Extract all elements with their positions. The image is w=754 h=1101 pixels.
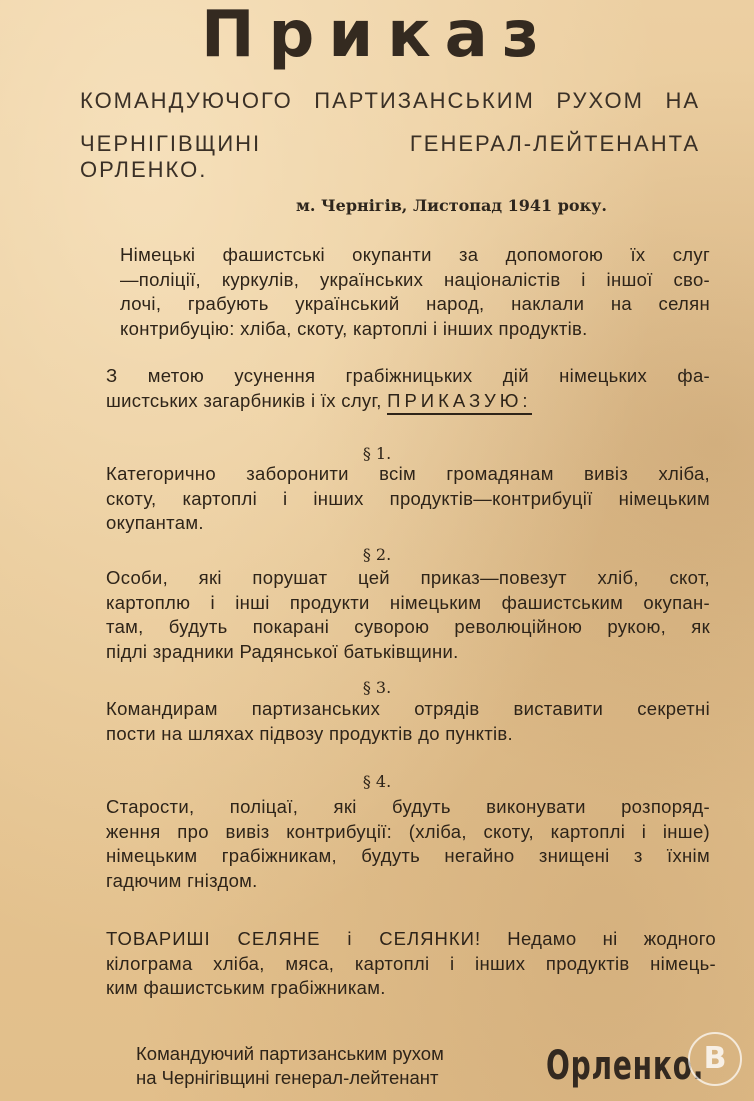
section-label-1: § 1. [362, 444, 392, 463]
appeal-line: ким фашистським грабіжникам. [106, 977, 386, 998]
section-line: скоту, картоплі і інших продуктів—контрибуції німецьким [106, 487, 710, 509]
intro-paragraph [120, 243, 710, 341]
subtitle-line-2: ЧЕРНІГІВЩИНІ ГЕНЕРАЛ-ЛЕЙТЕНАНТА ОРЛЕНКО. [80, 131, 700, 182]
section-label-3: § 3. [362, 678, 392, 697]
subtitle-line-1: КОМАНДУЮЧОГО ПАРТИЗАНСЬКИМ РУХОМ НА [80, 88, 700, 113]
signature-block [136, 1042, 444, 1090]
section-line: картоплю і інші продукти німецьким фашистським окупан- [106, 591, 710, 613]
appeal-heading: ТОВАРИШІ СЕЛЯНЕ і СЕЛЯНКИ! [106, 928, 482, 949]
section-label-4: § 4. [362, 772, 392, 791]
section-1-text [106, 462, 710, 536]
section-line: Особи, які порушат цей приказ—повезут хліб, скот, [106, 567, 710, 588]
section-line: підлі зрадники Радянської батьківщини. [106, 640, 459, 662]
intro-line: Німецькі фашистські окупанти за допомогою їх слуг [120, 244, 710, 265]
intro-line: —поліції, куркулів, українських націоналістів і іншої сво- [120, 268, 710, 290]
section-label-2: § 2. [362, 545, 392, 564]
section-2-text [106, 566, 710, 664]
order-word: ПРИКАЗУЮ: [387, 390, 531, 415]
signature-name: Орленко. [546, 1043, 705, 1089]
section-line: Категорично заборонити всім громадянам вивіз хліба, [106, 463, 710, 484]
order-paragraph [106, 364, 710, 413]
appeal-line: кілограма хліба, мяса, картоплі і інших продуктів німець- [106, 952, 716, 974]
signer-title-line-2: на Чернігівщині генерал-лейтенант [136, 1067, 439, 1088]
section-3-text [106, 697, 710, 746]
appeal-line-1 [106, 927, 716, 952]
appeal-line-1-rest: Недамо ні жодного [507, 928, 716, 949]
section-line: пости на шляхах підвозу продуктів до пунктів. [106, 722, 513, 744]
section-line: ження про вивіз контрибуції: (хліба, скоту, картоплі і інше) [106, 820, 710, 842]
order-line-text: шистських загарбників і їх слуг, [106, 389, 382, 411]
intro-line: лочі, грабують український народ, наклали на селян [120, 293, 710, 314]
section-line: німецьким грабіжникам, будуть негайно знищені з їхнім [106, 845, 710, 866]
signer-title-line-1: Командуючий партизанським рухом [136, 1043, 444, 1064]
place-date: м. Чернігів, Листопад 1941 року. [296, 196, 607, 215]
document-title: Приказ [200, 0, 554, 72]
order-line-2 [106, 389, 710, 414]
section-4-text [106, 795, 710, 893]
intro-line: контрибуцію: хліба, скоту, картоплі і інших продуктів. [120, 317, 588, 339]
section-line: гадючим гніздом. [106, 869, 258, 891]
section-line: окупантам. [106, 512, 204, 533]
watermark-logo-icon: В [688, 1032, 742, 1086]
appeal-paragraph [106, 927, 716, 1001]
section-line: Старости, поліцаї, які будуть виконувати розпоряд- [106, 796, 710, 817]
section-line: Командирам партизанських отрядів виставити секретні [106, 698, 710, 719]
order-line: З метою усунення грабіжницьких дій німецьких фа- [106, 365, 710, 386]
section-line: там, будуть покарані суворою революційною рукою, як [106, 616, 710, 637]
